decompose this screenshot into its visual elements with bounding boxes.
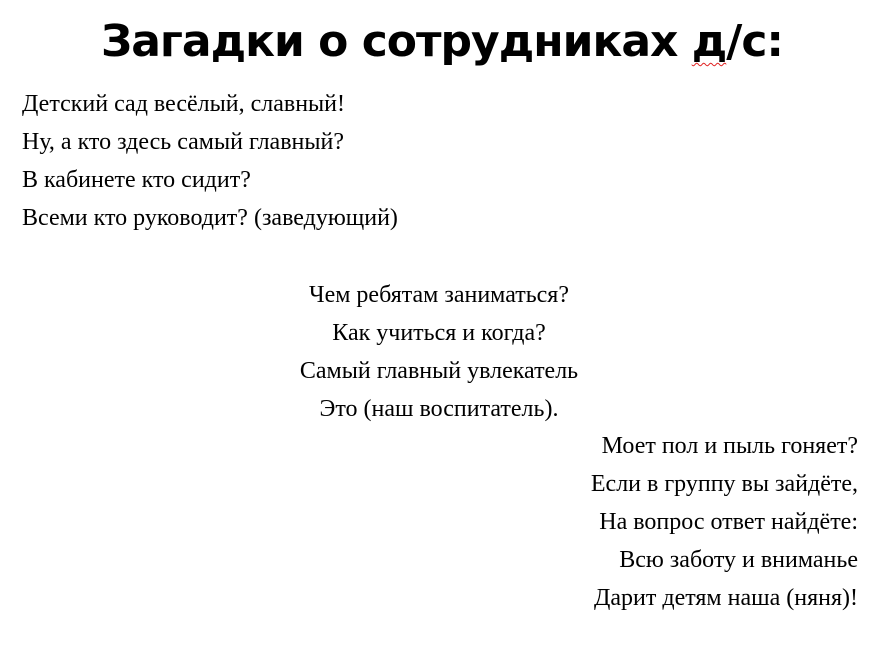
riddle-line: Самый главный увлекатель [299, 358, 579, 384]
riddle-line: Дарит детям наша (няня)! [594, 585, 858, 611]
slide-title-main: Загадки о сотрудниках [100, 16, 692, 67]
riddle-line: В кабинете кто сидит? [22, 167, 251, 193]
riddle-line: Как учиться и когда? [332, 320, 546, 346]
slide-title-spellcheck-word: д [691, 16, 727, 67]
riddle-line: Если в группу вы зайдёте, [590, 471, 858, 497]
riddle-line: Всеми кто руководит? (заведующий) [22, 205, 398, 231]
riddle-line: Детский сад весёлый, славный! [22, 91, 346, 117]
riddle-line: Это (наш воспитатель). [319, 396, 559, 422]
riddle-line: Моет пол и пыль гоняет? [601, 433, 858, 459]
riddle-line: На вопрос ответ найдёте: [599, 509, 858, 535]
riddle-line: Чем ребятам заниматься? [308, 282, 569, 308]
slide-title [0, 12, 884, 72]
riddle-line: Ну, а кто здесь самый главный? [22, 129, 345, 155]
slide-title-tail: /с: [726, 16, 784, 67]
riddle-line: Всю заботу и вниманье [619, 547, 858, 573]
